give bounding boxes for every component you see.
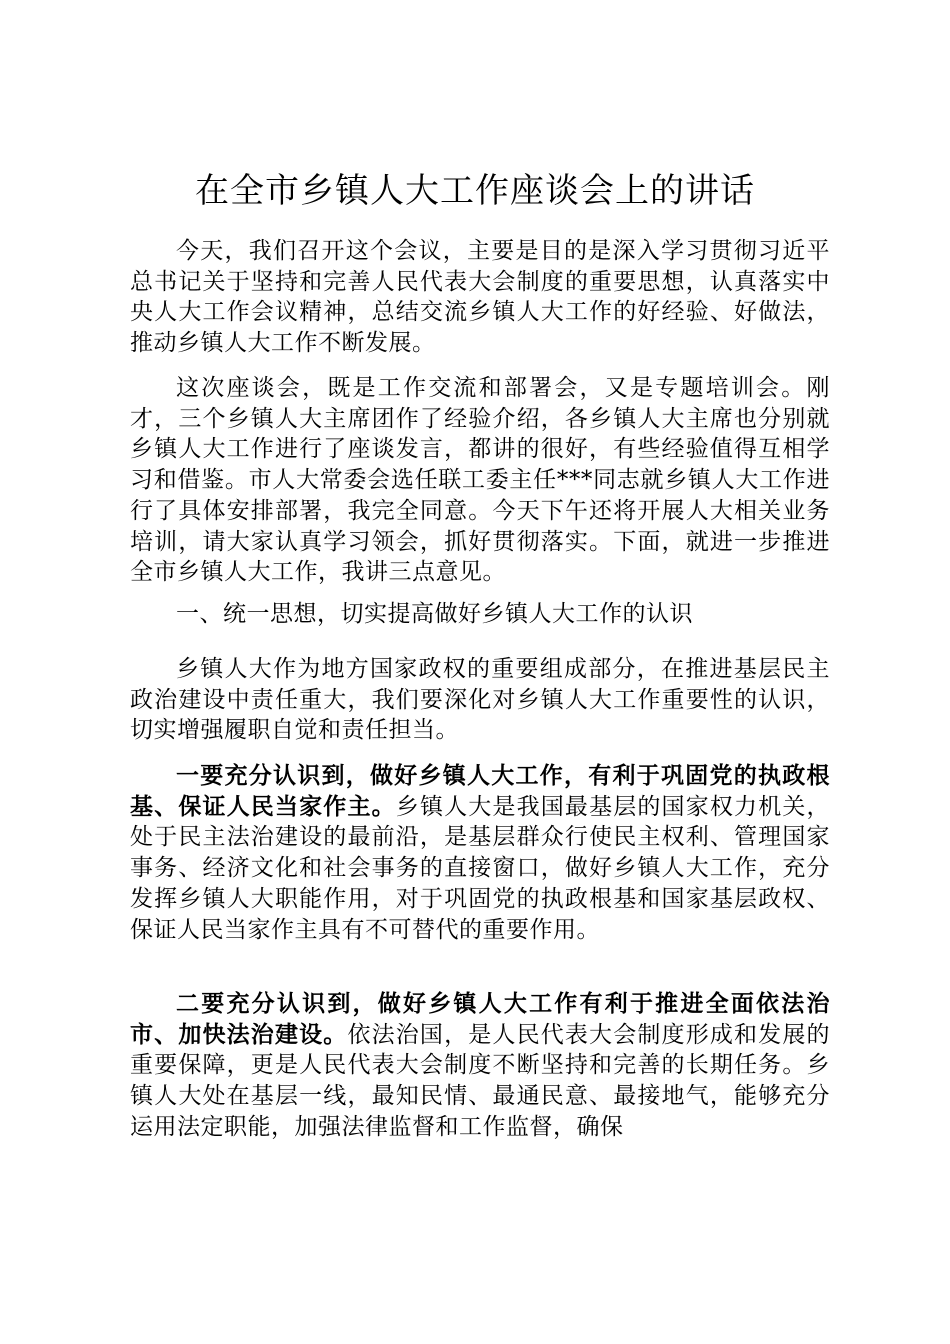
paragraph-section-intro: 乡镇人大作为地方国家政权的重要组成部分，在推进基层民主政治建设中责任重大，我们要深化对乡镇人大工作重要性的认识，切实增强履职自觉和责任担当。: [130, 656, 830, 744]
paragraph-point-1: [130, 761, 830, 945]
point-1-body: 乡镇人大是我国最基层的国家权力机关，处于民主法治建设的最前沿，是基层群众行使民主权利、管理国家事务、经济文化和社会事务的直接窗口，做好乡镇人大工作，充分发挥乡镇人大职能作用，对于巩固党的执政根基和国家基层政权、保证人民当家作主具有不可替代的重要作用。: [130, 793, 831, 943]
point-1-lead: 一要充分认识到，做好乡镇人大工作，有利于巩固党的执政根基、保证人民当家作主。: [130, 762, 830, 820]
paragraph-meeting-summary: 这次座谈会，既是工作交流和部署会，又是专题培训会。刚才，三个乡镇人大主席团作了经验介绍，各乡镇人大主席也分别就乡镇人大工作进行了座谈发言，都讲的很好，有些经验值得互相学习和借鉴。市人大常委会选任联工委主任***同志就乡镇人大工作进行了具体安排部署，我完全同意。今天下午还将开展人大相关业务培训，请大家认真学习领会，抓好贯彻落实。下面，就进一步推进全市乡镇人大工作，我讲三点意见。: [130, 375, 830, 586]
document-title: 在全市乡镇人大工作座谈会上的讲话: [195, 171, 755, 211]
paragraph-opening: 今天，我们召开这个会议，主要是目的是深入学习贯彻习近平总书记关于坚持和完善人民代表大会制度的重要思想，认真落实中央人大工作会议精神，总结交流乡镇人大工作的好经验、好做法，推动乡镇人大工作不断发展。: [130, 238, 830, 357]
point-2-body: 依法治国，是人民代表大会制度形成和发展的重要保障，更是人民代表大会制度不断坚持和完善的长期任务。乡镇人大处在基层一线，最知民情、最通民意、最接地气，能够充分运用法定职能，加强法律监督和工作监督，确保: [130, 1021, 831, 1140]
paragraph-point-2: [130, 989, 830, 1143]
section-heading-1: 一、统一思想，切实提高做好乡镇人大工作的认识: [176, 601, 693, 627]
point-2-lead: 二要充分认识到，做好乡镇人大工作有利于推进全面依法治市、加快法治建设。: [130, 990, 830, 1048]
